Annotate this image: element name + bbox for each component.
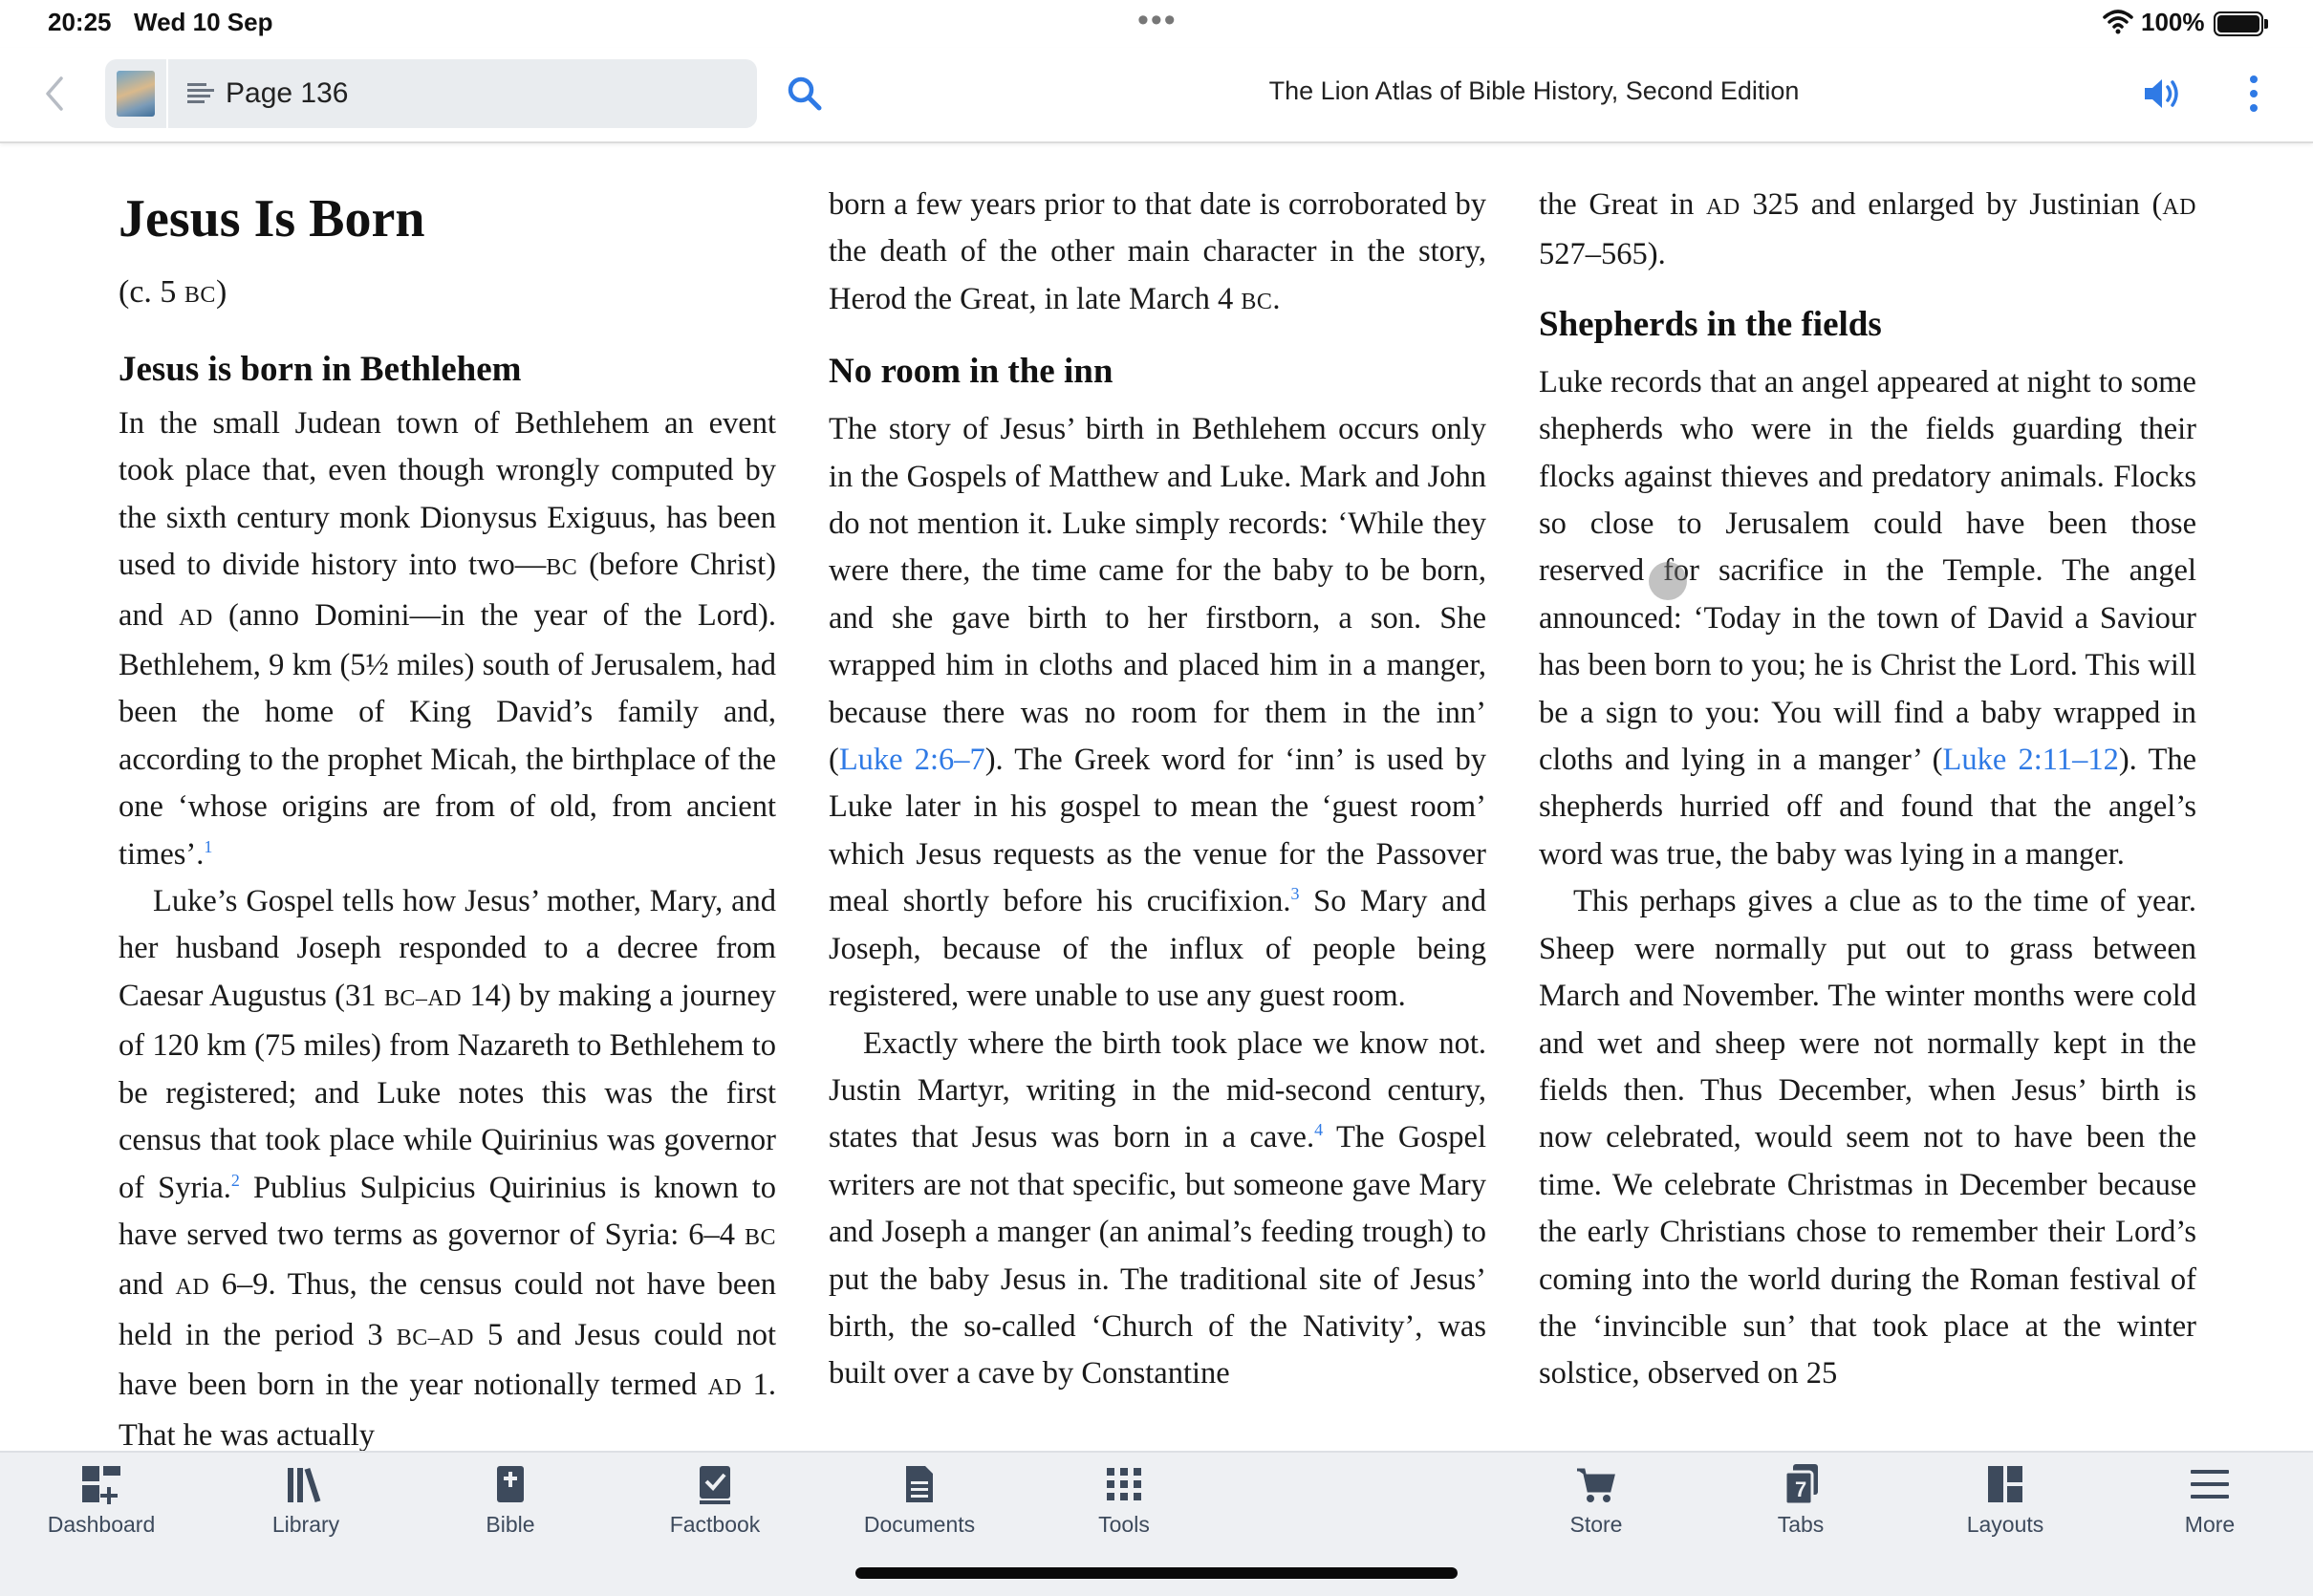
footnote-link[interactable]: 4 [1314, 1120, 1324, 1140]
tab-tools[interactable] [1038, 1453, 1210, 1548]
tab-label: Layouts [1966, 1512, 2044, 1537]
tab-label: More [2184, 1512, 2236, 1537]
tools-icon [1103, 1462, 1145, 1506]
book-page[interactable] [0, 141, 2313, 1451]
paragraph[interactable]: Luke’s Gospel tells how Jesus’ mother, Mary, and her husband Joseph responded to a decree from Caesar Augustus (31 BC–AD 14) by making a journey of 120 km (75 miles) from Nazareth to Bethlehem to be registered; and Luke notes this was the first census that took place while Quirinius was governor of Syria.$^2$ Publius Sulpicius Quirinius is known to have served two terms as governor of Syria: 6–4 BC and AD 6–9. Thus, the census could not have been held in the period 3 BC–AD 5 and Jesus could not have been born in the year notionally termed AD 1. That he was actually [119, 884, 776, 1451]
bible-icon [489, 1462, 531, 1506]
tab-count-badge: 7 [1795, 1477, 1807, 1501]
reader-toolbar [0, 48, 2313, 143]
battery-icon [2214, 11, 2263, 36]
book-title: The Lion Atlas of Bible History, Second Edition [1268, 76, 1800, 105]
era-label: BC [184, 283, 216, 308]
documents-icon [898, 1462, 940, 1506]
tab-tabs[interactable] [1715, 1453, 1887, 1548]
scripture-reference-link[interactable]: Luke 2:11–12 [1942, 743, 2119, 778]
status-date: Wed 10 Sep [134, 8, 273, 36]
tab-library[interactable] [220, 1453, 392, 1548]
tab-label: Store [1569, 1512, 1623, 1537]
divider [166, 59, 168, 128]
column-2 [829, 182, 1486, 1398]
chapter-title: Jesus Is Born [119, 189, 425, 248]
tab-factbook[interactable] [629, 1453, 801, 1548]
footnote-link[interactable]: 3 [1290, 884, 1300, 904]
date-text: (c. 5 [119, 274, 184, 310]
paragraph[interactable]: Luke records that an angel appeared at night to some shepherds who were in the fields guarding their flocks against thieves and predatory animals. Flocks so close to Jerusalem could have been those reserved for sacrifice in the Temple. The angel announced: ‘Today in the town of David a Saviour has been born to you; he is Christ the Lord. This will be a sign to you: You will find a baby wrapped in cloths and lying in a manger’ (Luke 2:11–12). The shepherds hurried off and found that the angel’s word was true, the baby was lying in a manger. [1539, 364, 2197, 872]
section-heading: Shepherds in the fields [1539, 304, 1882, 344]
dashboard-icon [80, 1462, 122, 1506]
column-3 [1539, 182, 2196, 1398]
wifi-icon [2103, 8, 2133, 34]
paragraph[interactable]: This perhaps gives a clue as to the time of year. Sheep were normally put out to grass between March and November. The winter months were cold and wet and sheep were not normally kept in the fields then. Thus December, when Jesus’ birth is now celebrated, would seem not to have been the time. We celebrate Christmas in December because the early Christians chose to remember their Lord’s coming into the world during the Roman festival of the ‘invincible sun’ that took place at the winter solstice, observed on 25 [1539, 884, 2196, 1391]
tab-label: Factbook [669, 1512, 761, 1537]
cart-icon [1575, 1462, 1617, 1506]
section-heading: No room in the inn [829, 352, 1113, 392]
tab-label: Tabs [1777, 1512, 1825, 1537]
back-chevron-icon[interactable] [38, 75, 73, 113]
tab-more[interactable] [2124, 1453, 2296, 1548]
tab-dashboard[interactable] [15, 1453, 187, 1548]
home-indicator[interactable] [855, 1567, 1458, 1579]
tab-label: Tools [1098, 1512, 1150, 1537]
tab-label: Dashboard [47, 1512, 156, 1537]
more-options-icon[interactable] [2242, 73, 2265, 115]
paragraph[interactable]: Exactly where the birth took place we know not. Justin Martyr, writing in the mid-second century, states that Jesus was born in a cave.$^4$ The Gospel writers are not that specific, but someone gave Mary and Joseph a manger (an animal’s feeding trough) to put the baby Jesus in. The traditional site of Jesus’ birth, the so-called ‘Church of the Nativity’, was built over a cave by Constantine [829, 1025, 1487, 1391]
search-icon[interactable] [786, 75, 824, 113]
tab-bible[interactable] [424, 1453, 596, 1548]
footnote-link[interactable]: 1 [204, 836, 213, 856]
touch-indicator [1649, 562, 1687, 600]
multitasking-dots-icon[interactable]: ••• [1137, 2, 1178, 38]
status-time: 20:25 [48, 8, 112, 36]
tab-documents[interactable] [833, 1453, 1005, 1548]
date-text: ) [215, 274, 227, 310]
tab-label: Bible [486, 1512, 535, 1537]
speaker-icon[interactable] [2141, 75, 2187, 113]
paragraph[interactable]: The story of Jesus’ birth in Bethlehem occurs only in the Gospels of Matthew and Luke. Mark and John do not mention it. Luke simply records: ‘While they were there, the time came for the baby to be born, and she gave birth to her firstborn, a son. She wrapped him in cloths and placed him in a manger, because there was no room for them in the inn’ (Luke 2:6–7). The Greek word for ‘inn’ is used by Luke later in his gospel to mean the ‘guest room’ which Jesus requests as the venue for the Passover meal shortly before his crucifixion.$^3$ So Mary and Joseph, because of the influx of people being registered, were unable to use any guest room. [829, 412, 1486, 1014]
book-cover-thumbnail[interactable] [117, 71, 155, 117]
paragraph[interactable]: the Great in AD 325 and enlarged by Justinian (AD 527–565). [1539, 187, 2196, 272]
paragraph[interactable]: born a few years prior to that date is corroborated by the death of the other main character in the story, Herod the Great, in late March 4 BC. [829, 187, 1486, 316]
tab-layouts[interactable] [1919, 1453, 2091, 1548]
paragraph[interactable]: In the small Judean town of Bethlehem an event took place that, even though wrongly computed by the sixth century monk Dionysus Exiguus, has been used to divide history into two—BC (before Christ) and AD (anno Domini—in the year of the Lord). Bethlehem, 9 km (5½ miles) south of Jerusalem, had been the home of King David’s family and, according to the prophet Micah, the birthplace of the one ‘whose origins are from of old, from ancient times’.$^1$ [119, 406, 776, 872]
hamburger-icon [2189, 1462, 2231, 1506]
page-number-label: Page 136 [226, 77, 349, 109]
column-1 [119, 187, 776, 1451]
battery-percent: 100% [2141, 8, 2205, 36]
table-of-contents-icon[interactable] [187, 82, 214, 105]
tab-label: Library [271, 1512, 340, 1537]
library-icon [285, 1462, 327, 1506]
chapter-date [119, 273, 776, 314]
tab-store[interactable] [1510, 1453, 1682, 1548]
factbook-icon [694, 1462, 736, 1506]
section-heading: Jesus is born in Bethlehem [119, 350, 522, 389]
page-selector[interactable] [105, 59, 757, 128]
footnote-link[interactable]: 2 [230, 1170, 240, 1190]
status-bar [0, 0, 2313, 48]
scripture-reference-link[interactable]: Luke 2:6–7 [838, 743, 985, 778]
tab-label: Documents [863, 1512, 976, 1537]
layouts-icon [1984, 1462, 2026, 1506]
